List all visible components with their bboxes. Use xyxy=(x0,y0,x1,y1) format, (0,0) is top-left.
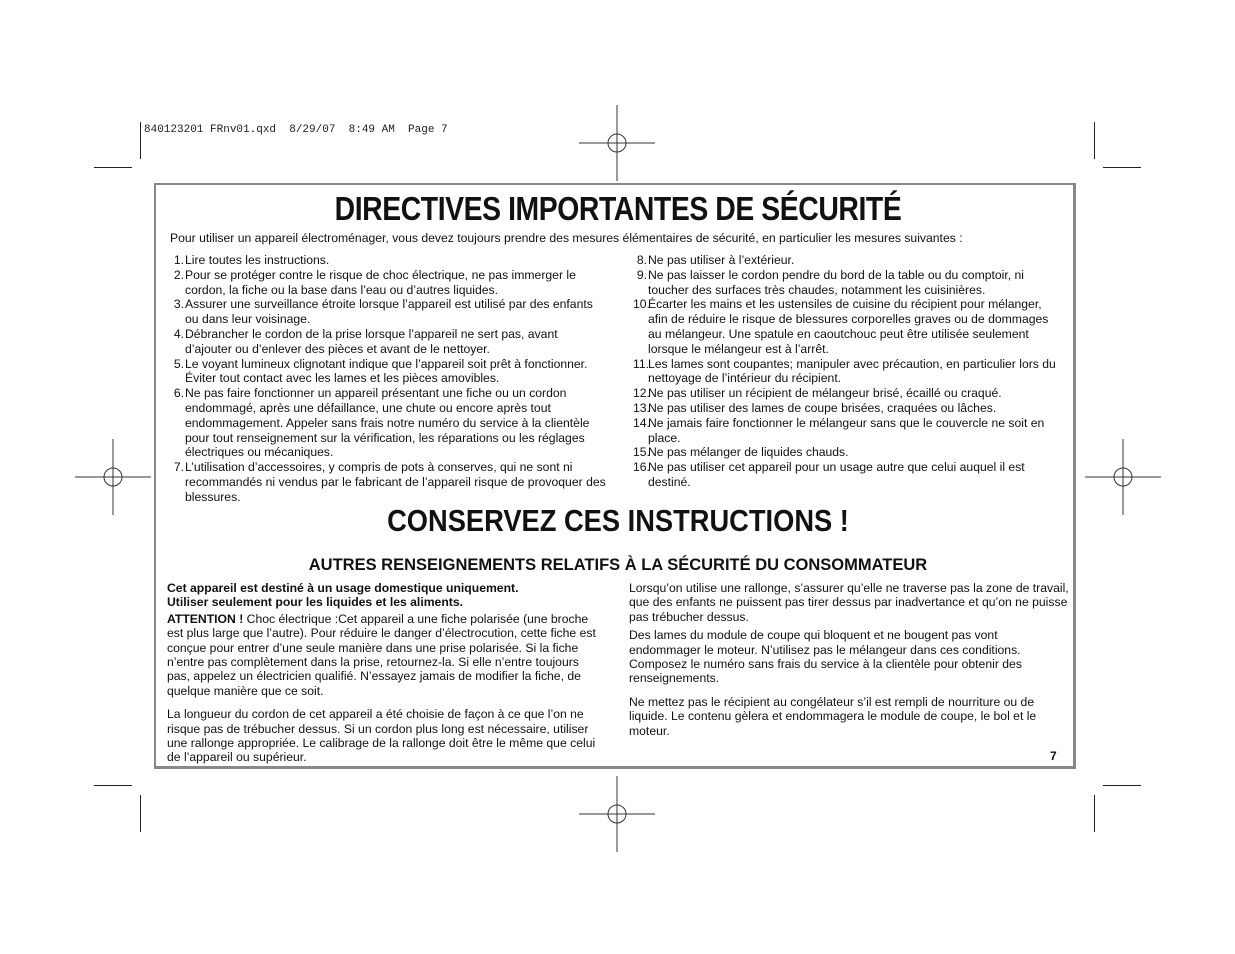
instruction-number: 11. xyxy=(633,356,650,371)
instruction-item xyxy=(170,357,606,387)
instruction-text: Ne pas utiliser un récipient de mélangeur brisé, écaillé ou craqué. xyxy=(648,386,1002,401)
instruction-number: 4. xyxy=(173,326,184,341)
instruction-number: 2. xyxy=(173,267,184,282)
instruction-text: Ne pas utiliser à l’extérieur. xyxy=(648,253,795,267)
instruction-number: 9. xyxy=(636,267,647,282)
instruction-item xyxy=(633,401,1063,416)
instruction-item xyxy=(170,386,606,460)
registration-mark-left xyxy=(75,439,151,515)
blocked-blades-paragraph: Des lames du module de coupe qui bloquent et ne bougent pas vont endommager le moteur. N’utilisez pas le mélangeur dans ces conditions. Composez le numéro sans frais du service à la clientèle pour obtenir des renseignements. xyxy=(629,628,1022,686)
cord-length-paragraph: La longueur du cordon de cet appareil a été choisie de façon à ce que l’on ne risque pas de trébucher dessus. Si un cordon plus long est nécessaire, utiliser une rallonge appropriée. Le calibrage de la rallonge doit être le même que celui de l’appareil ou supérieur. xyxy=(167,707,596,765)
registration-mark-top xyxy=(579,105,655,181)
instruction-item xyxy=(633,445,1063,460)
instruction-item xyxy=(170,297,606,327)
instruction-text: Ne jamais faire fonctionner le mélangeur sans que le couvercle ne soit en place. xyxy=(648,415,1045,445)
instruction-number: 8. xyxy=(636,253,647,267)
instruction-text: Ne pas laisser le cordon pendre du bord de la table ou du comptoir, ni toucher des surfaces très chaudes, notamment les cuisinières. xyxy=(648,267,1025,297)
instructions-list-right xyxy=(633,253,1063,490)
freezer-paragraph: Ne mettez pas le récipient au congélateur s’il est rempli de nourriture ou de liquide. Le contenu gèlera et endommagera le module de coupe, le bol et le moteur. xyxy=(629,694,1037,738)
registration-mark-right xyxy=(1085,439,1161,515)
instruction-text: Ne pas utiliser des lames de coupe brisées, craquées ou lâches. xyxy=(648,400,997,415)
instruction-number: 16. xyxy=(633,460,650,475)
registration-mark-bottom xyxy=(579,776,655,852)
attention-label: ATTENTION ! xyxy=(167,611,244,626)
household-use-line: Cet appareil est destiné à un usage domestique uniquement. xyxy=(167,581,519,595)
info-column-left xyxy=(167,581,605,769)
extension-cord-paragraph: Lorsqu’on utilise une rallonge, s’assurer qu’elle ne traverse pas la zone de travail, que des enfants ne puissent pas tirer dessus par inadvertance et qu’on ne puisse pas trébucher dessus. xyxy=(629,581,1069,624)
instruction-text: Ne pas utiliser cet appareil pour un usage autre que celui auquel il est destiné. xyxy=(648,460,1025,489)
attention-paragraph xyxy=(167,612,605,698)
instruction-number: 6. xyxy=(173,386,184,401)
instruction-item xyxy=(633,357,1063,387)
page-title: DIRECTIVES IMPORTANTES DE SÉCURITÉ xyxy=(334,190,902,227)
instruction-number: 7. xyxy=(173,460,184,475)
save-instructions-heading: CONSERVEZ CES INSTRUCTIONS ! xyxy=(387,503,849,538)
instruction-text: Pour se protéger contre le risque de choc électrique, ne pas immerger le cordon, la fiche ou la base dans l’eau ou d’autres liquides. xyxy=(185,267,576,297)
instruction-number: 15. xyxy=(633,445,650,460)
instruction-item xyxy=(633,460,1063,490)
instructions-list-left xyxy=(170,253,606,505)
instruction-item xyxy=(633,386,1063,401)
instruction-item xyxy=(170,253,606,268)
instruction-item xyxy=(170,460,606,504)
instruction-item xyxy=(633,268,1063,298)
instruction-number: 1. xyxy=(173,253,184,267)
instruction-text: Lire toutes les instructions. xyxy=(185,253,330,267)
instruction-text: Assurer une surveillance étroite lorsque l’appareil est utilisé par des enfants ou dans leur voisinage. xyxy=(185,297,593,327)
instruction-text: Le voyant lumineux clignotant indique que l’appareil soit prêt à fonctionner. Éviter tout contact avec les lames et les pièces amovibles. xyxy=(185,356,588,386)
instruction-number: 5. xyxy=(173,356,184,371)
instruction-number: 14. xyxy=(633,415,650,430)
instruction-text: Écarter les mains et les ustensiles de cuisine du récipient pour mélanger, afin de réduire le risque de blessures corporelles graves ou de dommages au mélangeur. Une spatule en caoutchouc peut être utilisée seulement lorsque le mélangeur est à l’arrêt. xyxy=(648,297,1049,356)
instruction-item xyxy=(633,297,1063,356)
instruction-item xyxy=(633,253,1063,268)
instruction-text: Ne pas mélanger de liquides chauds. xyxy=(648,445,849,460)
food-liquids-line: Utiliser seulement pour les liquides et les aliments. xyxy=(167,595,463,610)
instruction-number: 12. xyxy=(633,386,650,401)
consumer-safety-heading: AUTRES RENSEIGNEMENTS RELATIFS À LA SÉCURITÉ DU CONSOMMATEUR xyxy=(308,556,928,574)
instruction-number: 3. xyxy=(173,297,184,312)
instruction-number: 13. xyxy=(633,400,650,415)
instruction-item xyxy=(633,416,1063,446)
instruction-item xyxy=(170,268,606,298)
attention-text: Choc électrique :Cet appareil a une fiche polarisée (une broche est plus large que l’autre). Pour réduire le danger d’électrocution, cette fiche est conçue pour entrer d’une seule manière dans une prise polarisée. Si la fiche n’entre pas complètement dans la prise, retournez-la. Si elle n’entre toujours pas, appelez un électricien qualifié. N’essayez jamais de modifier la fiche, de quelque manière que ce soit. xyxy=(167,611,596,698)
print-slug: 840123201 FRnv01.qxd 8/29/07 8:49 AM Page 7 xyxy=(144,124,448,136)
instruction-number: 10. xyxy=(633,297,650,312)
info-column-right xyxy=(629,581,1069,742)
instruction-item xyxy=(170,327,606,357)
instruction-text: Débrancher le cordon de la prise lorsque l’appareil ne sert pas, avant d’ajouter ou d’enlever des pièces et avant de le nettoyer. xyxy=(185,326,558,356)
page-number: 7 xyxy=(1050,749,1057,763)
instruction-text: Les lames sont coupantes; manipuler avec précaution, en particulier lors du nettoyage de l’intérieur du récipient. xyxy=(648,356,1056,386)
intro-text: Pour utiliser un appareil électroménager, vous devez toujours prendre des mesures élémentaires de sécurité, en particulier les mesures suivantes : xyxy=(170,231,963,245)
instruction-text: Ne pas faire fonctionner un appareil présentant une fiche ou un cordon endommagé, après une défaillance, une chute ou encore après tout endommagement. Appeler sans frais notre numéro du service à la clientèle pour tout renseignement sur la vérification, les réparations ou les réglages électriques ou mécaniques. xyxy=(185,386,590,460)
instruction-text: L’utilisation d’accessoires, y compris de pots à conserves, qui ne sont ni recommandés ni vendus par le fabricant de l’appareil risque de provoquer des blessures. xyxy=(185,460,606,504)
